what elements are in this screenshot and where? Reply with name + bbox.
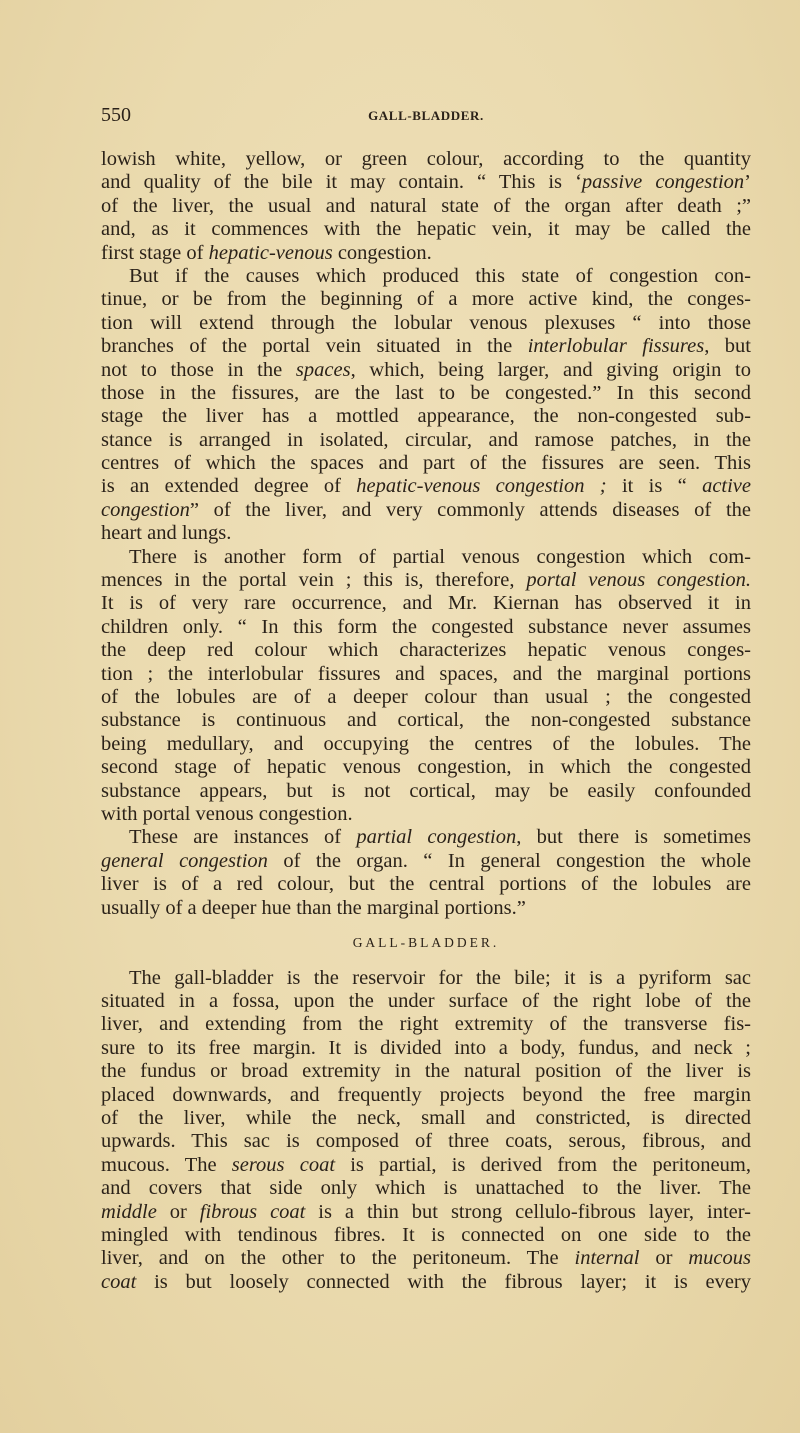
text-line <box>101 1060 751 1083</box>
text-line <box>101 1084 751 1107</box>
text-run: branches of the portal vein situated in the <box>101 335 528 358</box>
paragraph <box>101 826 751 920</box>
text-line <box>101 312 751 335</box>
page-number: 550 <box>101 104 131 126</box>
text-line <box>101 616 751 639</box>
text-run: upwards. This sac is composed of three coats, serous, fibrous, and <box>101 1130 751 1153</box>
text-line <box>101 148 751 171</box>
text-line <box>101 475 751 498</box>
text-run: of the lobules are of a deeper colour than usual ; the congested <box>101 685 751 708</box>
text-run: mucous. The <box>101 1153 232 1176</box>
text-run: sure to its free margin. It is divided into a body, fundus, and neck ; <box>101 1036 751 1059</box>
text-line <box>101 1154 751 1177</box>
text-run: of the liver, the usual and natural state of the organ after death ;” <box>101 194 751 217</box>
paragraph <box>101 546 751 827</box>
text-line <box>101 429 751 452</box>
paragraph <box>101 967 751 1294</box>
text-run: being medullary, and occupying the centres of the lobules. The <box>101 732 751 755</box>
text-line <box>101 1271 751 1294</box>
text-run: the deep red colour which characterizes hepatic venous conges- <box>101 639 751 662</box>
text-run: ” of the liver, and very commonly attends diseases of the <box>189 498 751 521</box>
italic-text: passive congestion <box>581 171 745 194</box>
text-line <box>101 663 751 686</box>
text-run: stance is arranged in isolated, circular, and ramose patches, in the <box>101 428 751 451</box>
text-run: is partial, is derived from the peritoneum, <box>335 1153 751 1176</box>
text-line <box>101 850 751 873</box>
text-line <box>101 1177 751 1200</box>
italic-text: internal <box>574 1247 640 1270</box>
text-run: is a thin but strong cellulo-fibrous layer, inter- <box>305 1200 751 1223</box>
text-run: tion ; the interlobular fissures and spaces, and the marginal portions <box>101 662 751 685</box>
text-line <box>101 265 751 288</box>
text-run: is an extended degree of <box>101 475 357 498</box>
text-run: congestion. <box>332 241 432 264</box>
text-run: centres of which the spaces and part of the fissures are seen. This <box>101 452 751 475</box>
text-line <box>101 1107 751 1130</box>
text-run: situated in a fossa, upon the under surface of the right lobe of the <box>101 990 751 1013</box>
text-line <box>101 686 751 709</box>
italic-text: mucous <box>688 1247 752 1270</box>
text-run: placed downwards, and frequently projects beyond the free margin <box>101 1083 751 1106</box>
text-run: , but there is sometimes <box>516 826 751 849</box>
section-heading: GALL-BLADDER. <box>352 934 500 950</box>
text-line <box>101 592 751 615</box>
text-line <box>101 733 751 756</box>
text-run: of the organ. “ In general congestion the whole <box>267 849 751 872</box>
text-line <box>101 1247 751 1270</box>
text-line <box>101 826 751 849</box>
text-run: mences in the portal vein ; this is, therefore, <box>101 569 527 592</box>
text-run: usually of a deeper hue than the marginal portions.” <box>101 896 526 919</box>
text-run: and covers that side only which is unattached to the liver. The <box>101 1177 751 1200</box>
text-line <box>101 756 751 779</box>
text-run: liver, and on the other to the peritoneum. The <box>101 1247 575 1270</box>
text-line <box>101 967 751 990</box>
text-run: or <box>156 1200 200 1223</box>
text-line <box>101 382 751 405</box>
italic-text: interlobular fissures <box>527 335 705 358</box>
text-run: second stage of hepatic venous congestion, in which the congested <box>101 756 751 779</box>
text-line <box>101 1013 751 1036</box>
text-line <box>101 522 751 545</box>
text-line <box>101 242 751 265</box>
italic-text: general congestion <box>101 849 268 872</box>
text-line <box>101 897 751 920</box>
text-line <box>101 171 751 194</box>
text-run: substance is continuous and cortical, the non-congested substance <box>101 709 751 732</box>
text-line <box>101 803 751 826</box>
text-run: There is another form of partial venous congestion which com- <box>129 545 751 568</box>
text-line <box>101 359 751 382</box>
text-line <box>101 1224 751 1247</box>
text-line <box>101 499 751 522</box>
text-run: not to those in the <box>101 358 296 381</box>
italic-text: hepatic-venous congestion ; <box>356 475 607 498</box>
text-run: ’ <box>744 171 751 194</box>
text-run: of the liver, while the neck, small and constricted, is directed <box>101 1107 751 1130</box>
text-run: The gall-bladder is the reservoir for the bile; it is a pyriform sac <box>129 966 751 989</box>
body-text <box>101 148 751 1294</box>
text-line <box>101 288 751 311</box>
text-line <box>101 195 751 218</box>
text-line <box>101 569 751 592</box>
running-head <box>101 103 751 127</box>
text-line <box>101 873 751 896</box>
italic-text: hepatic-venous <box>208 241 333 264</box>
text-run: with portal venous congestion. <box>101 802 353 825</box>
italic-text: congestion <box>101 498 190 521</box>
text-run: stage the liver has a mottled appearance, the non-congested sub- <box>101 405 751 428</box>
text-run: , but <box>704 335 751 358</box>
text-line <box>101 218 751 241</box>
text-run: the fundus or broad extremity in the natural position of the liver is <box>101 1060 751 1083</box>
running-title: GALL-BLADDER. <box>368 108 484 123</box>
text-line <box>101 780 751 803</box>
text-line <box>101 990 751 1013</box>
text-run: mingled with tendinous fibres. It is connected on one side to the <box>101 1223 751 1246</box>
text-run: liver is of a red colour, but the central portions of the lobules are <box>101 873 751 896</box>
text-run: and, as it commences with the hepatic vein, it may be called the <box>101 218 751 241</box>
text-line <box>101 335 751 358</box>
text-line <box>101 1201 751 1224</box>
italic-text: active <box>702 475 752 498</box>
text-run: children only. “ In this form the congested substance never assumes <box>101 615 751 638</box>
italic-text: partial congestion <box>356 826 517 849</box>
italic-text: spaces <box>295 358 351 381</box>
text-run: It is of very rare occurrence, and Mr. Kiernan has observed it in <box>101 592 751 615</box>
italic-text: middle <box>101 1200 157 1223</box>
text-run: tinue, or be from the beginning of a more active kind, the conges- <box>101 288 751 311</box>
text-line <box>101 1037 751 1060</box>
text-run: it is “ <box>606 475 703 498</box>
italic-text: coat <box>101 1270 137 1293</box>
paragraph <box>101 148 751 265</box>
text-line <box>101 1130 751 1153</box>
text-run: lowish white, yellow, or green colour, according to the quantity <box>101 148 751 170</box>
text-line <box>101 546 751 569</box>
italic-text: portal venous congestion. <box>526 569 751 592</box>
text-run: and quality of the bile it may contain. “ This is ‘ <box>101 171 582 194</box>
italic-text: serous coat <box>231 1153 336 1176</box>
text-run: But if the causes which produced this state of congestion con- <box>129 264 751 287</box>
text-run: or <box>639 1247 689 1270</box>
text-run: first stage of <box>101 241 209 264</box>
text-run: liver, and extending from the right extremity of the transverse fis- <box>101 1013 751 1036</box>
text-run: those in the fissures, are the last to be congested.” In this second <box>101 381 751 404</box>
text-run: is but loosely connected with the fibrous layer; it is every <box>136 1270 751 1293</box>
text-line <box>101 452 751 475</box>
text-run: tion will extend through the lobular venous plexuses “ into those <box>101 311 751 334</box>
text-run: , which, being larger, and giving origin to <box>350 358 751 381</box>
text-run: heart and lungs. <box>101 522 232 545</box>
italic-text: fibrous coat <box>199 1200 306 1223</box>
text-line <box>101 639 751 662</box>
text-run: These are instances of <box>129 826 357 849</box>
text-run: substance appears, but is not cortical, may be easily confounded <box>101 779 751 802</box>
text-line <box>101 709 751 732</box>
paragraph <box>101 265 751 546</box>
text-line <box>101 405 751 428</box>
